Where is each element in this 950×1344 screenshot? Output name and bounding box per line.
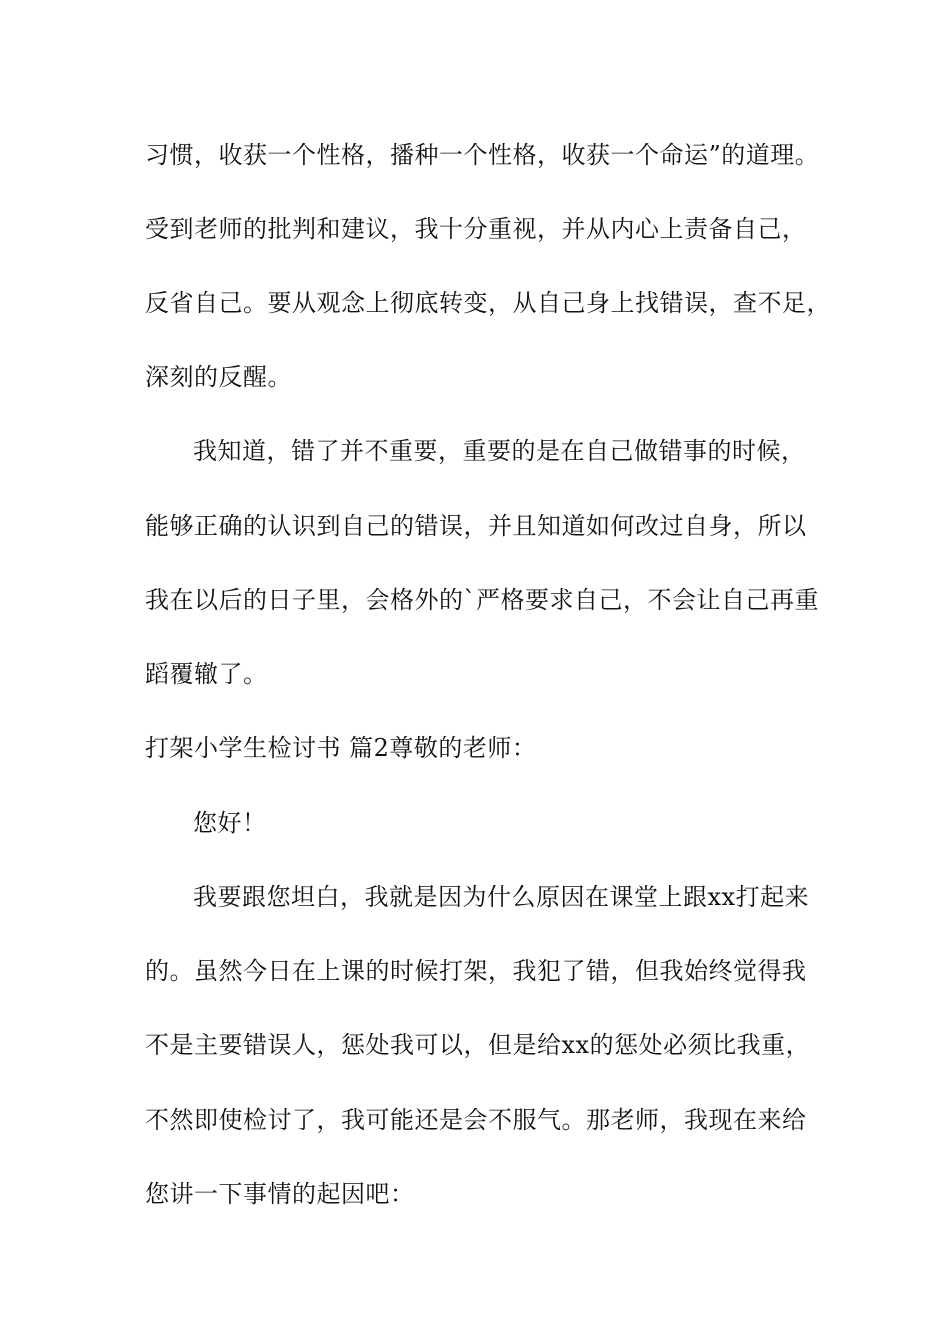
text-line-13: 不是主要错误人，惩处我可以，但是给xx的惩处必须比我重， bbox=[145, 1031, 811, 1059]
greeting-line: 您好！ bbox=[193, 809, 267, 837]
text-line-5: 我知道，错了并不重要，重要的是在自己做错事的时候， bbox=[193, 437, 806, 465]
text-line-6: 能够正确的认识到自己的错误，并且知道如何改过自身，所以 bbox=[145, 512, 807, 540]
text-line-11: 我要跟您坦白，我就是因为什么原因在课堂上跟xx打起来 bbox=[193, 883, 810, 911]
section-heading: 打架小学生检讨书 篇2尊敬的老师： bbox=[145, 734, 537, 762]
text-line-1: 习惯，收获一个性格，播种一个性格，收获一个命运”的道理。 bbox=[145, 141, 820, 169]
text-line-4: 深刻的反醒。 bbox=[145, 363, 292, 391]
text-line-12: 的。虽然今日在上课的时候打架，我犯了错，但我始终觉得我 bbox=[145, 957, 807, 985]
text-line-2: 受到老师的批判和建议，我十分重视，并从内心上责备自己， bbox=[145, 215, 807, 243]
text-line-3: 反省自己。要从观念上彻底转变，从自己身上找错误，查不足， bbox=[145, 289, 831, 317]
text-line-14: 不然即使检讨了，我可能还是会不服气。那老师，我现在来给 bbox=[145, 1106, 807, 1134]
text-line-15: 您讲一下事情的起因吧： bbox=[145, 1180, 415, 1208]
text-line-8: 蹈覆辙了。 bbox=[145, 660, 268, 688]
text-line-7: 我在以后的日子里，会格外的`严格要求自己，不会让自己再重 bbox=[145, 586, 819, 614]
